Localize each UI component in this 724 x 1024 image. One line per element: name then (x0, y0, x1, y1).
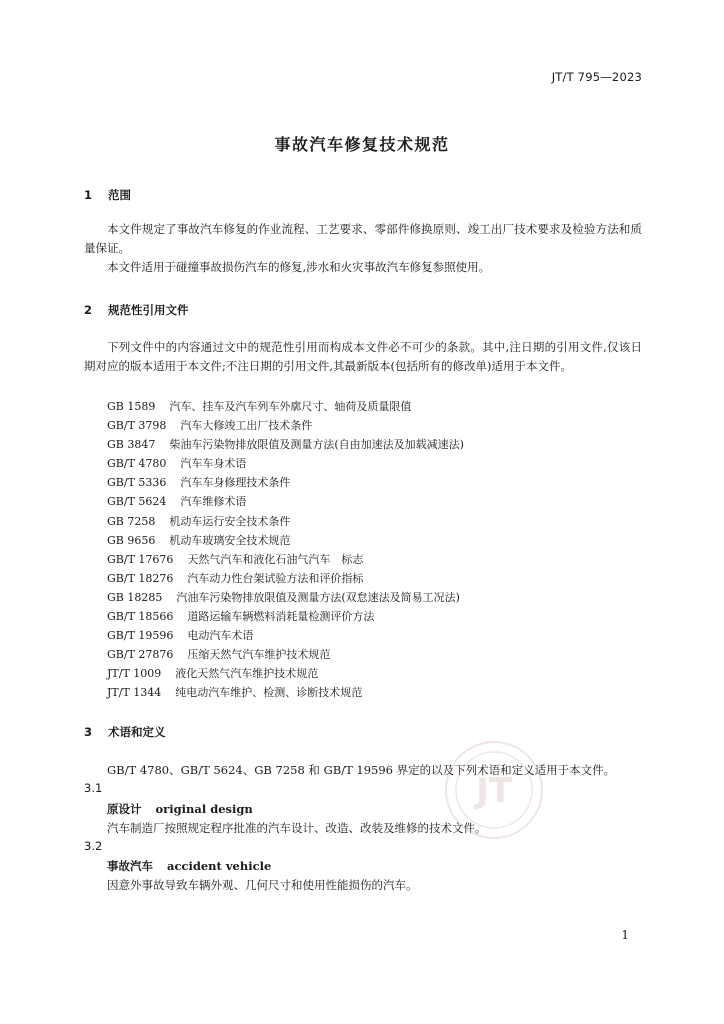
reference-title: 汽车车身术语 (180, 457, 247, 471)
terms-intro: GB/T 4780、GB/T 5624、GB 7258 和 GB/T 19596 界定的以及下列术语和定义适用于本文件。 (107, 763, 616, 777)
reference-code: JT/T 1344 (107, 686, 162, 700)
section-title: 范围 (108, 188, 131, 202)
clause-number: 3.2 (84, 839, 103, 853)
reference-title: 汽车车身修理技术条件 (180, 476, 291, 490)
reference-item (107, 550, 464, 569)
reference-code: GB 18285 (107, 590, 163, 604)
term-heading (107, 858, 271, 874)
reference-title: 机动车玻璃安全技术规范 (169, 533, 291, 547)
reference-title: 汽车大修竣工出厂技术条件 (180, 419, 313, 433)
section-number: 3 (84, 725, 93, 739)
reference-title: 汽车维修术语 (180, 495, 247, 509)
reference-title: 纯电动汽车维护、检测、诊断技术规范 (175, 686, 363, 700)
reference-code: GB/T 18566 (107, 610, 174, 624)
reference-title: 机动车运行安全技术条件 (169, 514, 291, 528)
reference-item (107, 454, 464, 473)
section-title: 术语和定义 (108, 725, 166, 739)
reference-code: GB/T 19596 (107, 629, 174, 643)
term-definition: 因意外事故导致车辆外观、几何尺寸和使用性能损伤的汽车。 (107, 878, 418, 892)
reference-item (107, 531, 464, 550)
reference-title: 汽车动力性台架试验方法和评价指标 (187, 571, 364, 585)
term-english: accident vehicle (167, 859, 272, 873)
reference-list (107, 397, 464, 703)
reference-item (107, 626, 464, 645)
reference-code: GB/T 5624 (107, 495, 167, 509)
section-title: 规范性引用文件 (108, 303, 189, 317)
watermark-letters: JT (476, 771, 512, 811)
standard-code: JT/T 795—2023 (551, 70, 642, 84)
section-number: 2 (84, 303, 93, 317)
reference-title: 压缩天然气汽车维护技术规范 (187, 648, 331, 662)
reference-item (107, 664, 464, 683)
scope-paragraph-2: 本文件适用于碰撞事故损伤汽车的修复,涉水和火灾事故汽车修复参照使用。 (107, 260, 491, 274)
reference-item (107, 416, 464, 435)
normative-references-intro: 下列文件中的内容通过文中的规范性引用而构成本文件必不可少的条款。其中,注日期的引用文件,仅该日期对应的版本适用于本文件;不注日期的引用文件,其最新版本(包括所有的修改单)适用于本文件。 (84, 340, 642, 373)
document-title: 事故汽车修复技术规范 (274, 135, 450, 154)
page-number: 1 (621, 928, 629, 942)
reference-code: GB 3847 (107, 438, 156, 452)
jt-watermark-logo (442, 738, 546, 842)
reference-item (107, 569, 464, 588)
reference-item (107, 435, 464, 454)
term-chinese: 原设计 (107, 802, 142, 816)
reference-code: GB 9656 (107, 533, 156, 547)
section-1-heading (84, 187, 131, 203)
clause-number: 3.1 (84, 781, 103, 795)
reference-code: GB/T 3798 (107, 419, 167, 433)
term-english: original design (155, 802, 253, 816)
reference-title: 电动汽车术语 (187, 629, 254, 643)
reference-item (107, 645, 464, 664)
reference-item (107, 512, 464, 531)
scope-paragraph-1: 本文件规定了事故汽车修复的作业流程、工艺要求、零部件修换原则、竣工出厂技术要求及检验方法和质量保证。 (84, 222, 642, 255)
section-2-heading (84, 302, 189, 318)
term-heading (107, 801, 253, 817)
reference-code: GB 1589 (107, 400, 156, 413)
reference-code: GB 7258 (107, 514, 156, 528)
reference-item (107, 473, 464, 492)
reference-title: 道路运输车辆燃料消耗量检测评价方法 (187, 610, 375, 624)
reference-title: 汽油车污染物排放限值及测量方法(双怠速法及简易工况法) (176, 590, 460, 604)
reference-title: 天然气汽车和液化石油气汽车 标志 (187, 552, 364, 566)
reference-title: 汽车、挂车及汽车列车外廓尺寸、轴荷及质量限值 (169, 400, 412, 413)
section-number: 1 (84, 188, 93, 202)
reference-code: GB/T 27876 (107, 648, 174, 662)
reference-code: GB/T 18276 (107, 571, 174, 585)
reference-item (107, 492, 464, 511)
reference-code: GB/T 5336 (107, 476, 167, 490)
reference-code: GB/T 4780 (107, 457, 167, 471)
term-definition: 汽车制造厂按照规定程序批准的汽车设计、改造、改装及维修的技术文件。 (107, 821, 487, 835)
reference-item (107, 607, 464, 626)
reference-code: GB/T 17676 (107, 552, 174, 566)
reference-code: JT/T 1009 (107, 667, 162, 681)
section-3-heading (84, 724, 166, 740)
reference-item (107, 683, 464, 702)
term-chinese: 事故汽车 (107, 859, 153, 873)
reference-item (107, 397, 464, 416)
reference-title: 液化天然气汽车维护技术规范 (175, 667, 319, 681)
reference-item (107, 588, 464, 607)
reference-title: 柴油车污染物排放限值及测量方法(自由加速法及加载减速法) (169, 438, 464, 452)
